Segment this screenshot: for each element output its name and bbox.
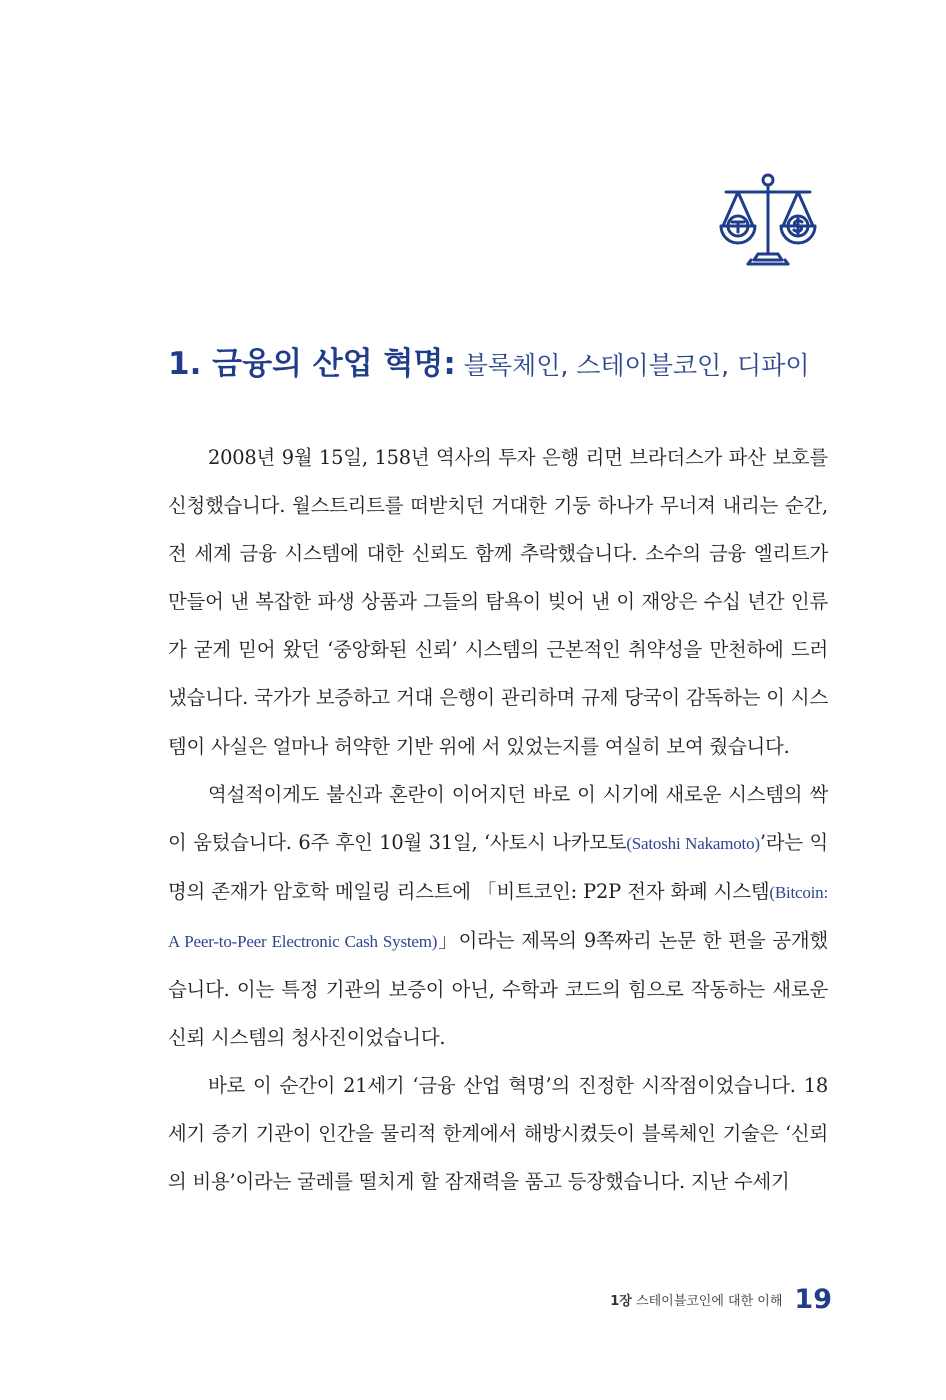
satoshi-latin-name: (Satoshi Nakamoto) xyxy=(626,833,760,853)
bitcoin-paper-latin-title: (Bitcoin: A Peer-to-Peer Electronic Cash System) xyxy=(168,882,828,951)
paragraph-2 xyxy=(168,771,828,1063)
paragraph-3: 바로 이 순간이 21세기 ‘금융 산업 혁명’의 진정한 시작점이었습니다. 18세기 증기 기관이 인간을 물리적 한계에서 해방시켰듯이 블록체인 기술은 ‘신뢰의 비용’이라는 굴레를 떨치게 할 잠재력을 품고 등장했습니다. 지난 수세기 xyxy=(168,1074,828,1194)
page-number: 19 xyxy=(794,1284,832,1315)
paragraph-2-part-1: 역설적이게도 불신과 혼란이 이어지던 바로 이 시기에 새로운 시스템의 싹이 움텄습니다. 6주 후인 10월 31일, ‘사토시 나카모토 xyxy=(168,782,828,854)
chapter-number: 1장 xyxy=(610,1294,632,1309)
paragraph-2-part-2: ’라는 익명의 존재가 암호학 메일링 리스트에 「비트코인: P2P 전자 화폐 시스템 xyxy=(168,830,828,903)
balance-scale-tether-dollar-icon xyxy=(718,170,830,274)
body-text xyxy=(168,434,828,1207)
paragraph-2-part-3: 」이라는 제목의 9쪽짜리 논문 한 편을 공개했습니다. 이는 특정 기관의 보증이 아닌, 수학과 코드의 힘으로 작동하는 새로운 신뢰 시스템의 청사진이었습니다. xyxy=(168,928,828,1050)
paragraph-1: 2008년 9월 15일, 158년 역사의 투자 은행 리먼 브라더스가 파산 보호를 신청했습니다. 월스트리트를 떠받치던 거대한 기둥 하나가 무너져 내리는 순간, 전 세계 금융 시스템에 대한 신뢰도 함께 추락했습니다. 소수의 금융 엘리트가 만들어 낸 복잡한 파생 상품과 그들의 탐욕이 빚어 낸 이 재앙은 수십 년간 인류가 굳게 믿어 왔던 ‘중앙화된 신뢰’ 시스템의 근본적인 취약성을 만천하에 드러냈습니다. 국가가 보증하고 거대 은행이 관리하며 규제 당국이 감독하는 이 시스템이 사실은 얼마나 허약한 기반 위에 서 있었는지를 여실히 보여 줬습니다. xyxy=(168,446,828,758)
section-heading xyxy=(168,338,810,383)
section-title: 1. 금융의 산업 혁명: xyxy=(168,346,456,382)
chapter-title: 스테이블코인에 대한 이해 xyxy=(636,1294,783,1309)
page-footer xyxy=(610,1284,832,1315)
running-footer xyxy=(610,1294,782,1309)
section-subtitle: 블록체인, 스테이블코인, 디파이 xyxy=(463,351,810,380)
